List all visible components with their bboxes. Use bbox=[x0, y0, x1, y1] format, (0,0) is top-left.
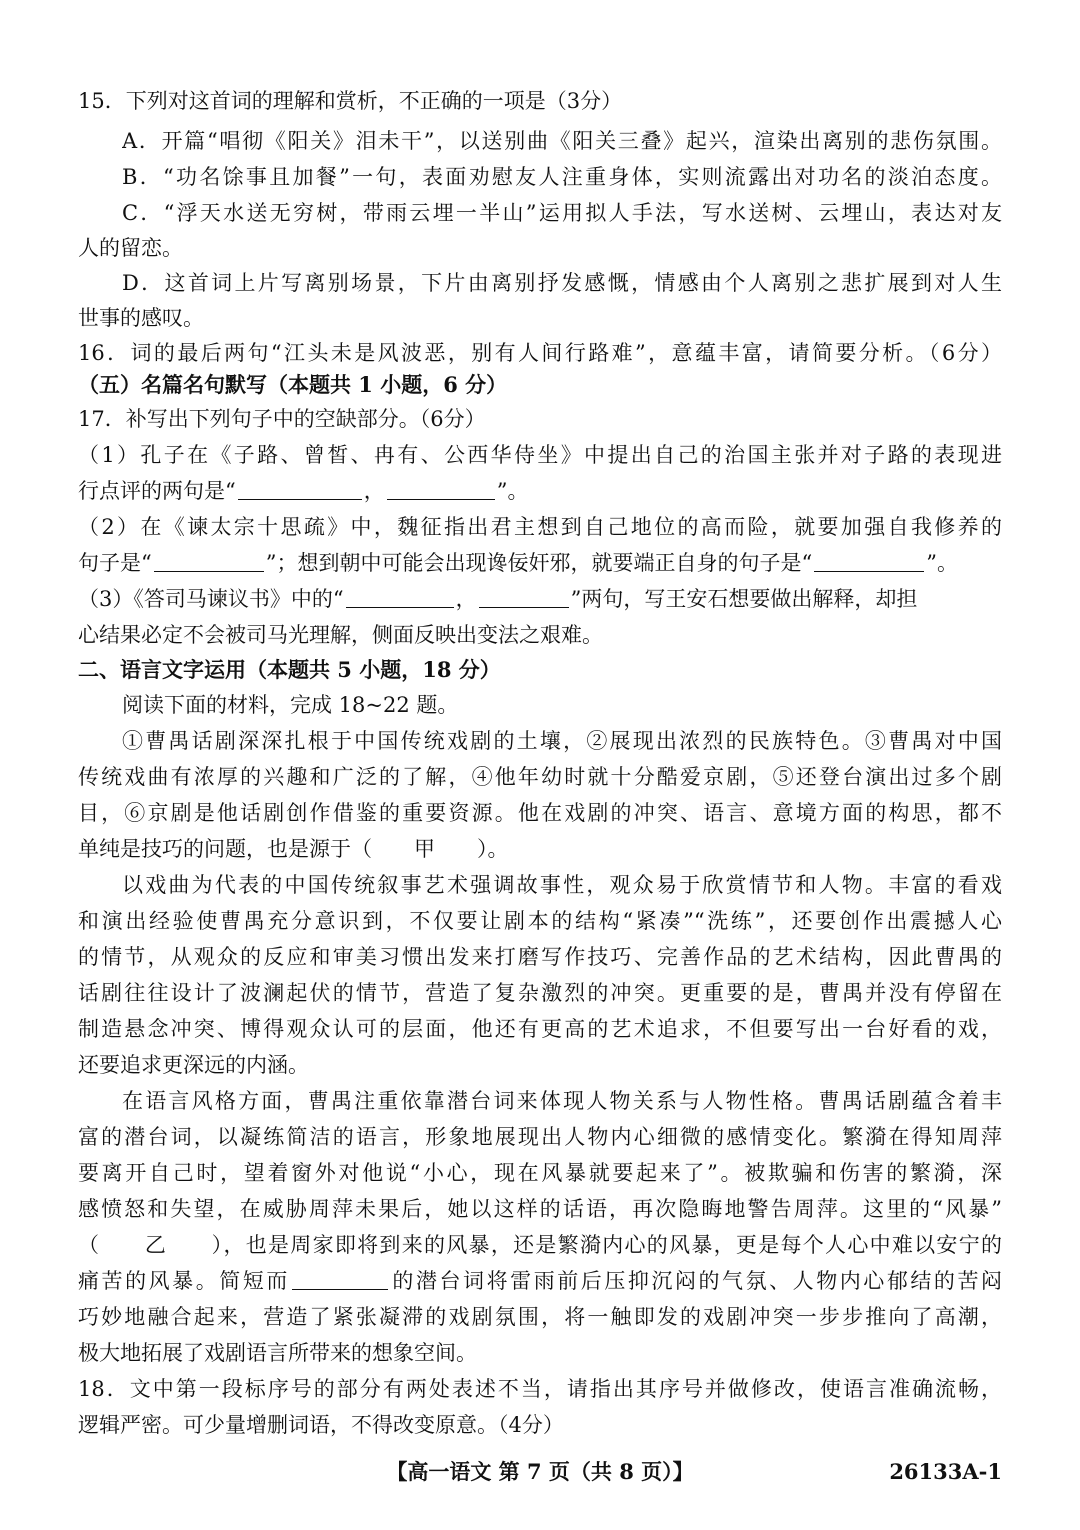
answer-blank[interactable] bbox=[479, 585, 569, 608]
q17-p1-text-b: ， bbox=[363, 479, 385, 503]
q15-option-a: A．开篇“唱彻《阳关》泪未干”，以送别曲《阳关三叠》起兴，渲染出离别的悲伤氛围。 bbox=[122, 129, 1002, 153]
q17-p3-text-a: （3）《答司马谏议书》中的“ bbox=[78, 587, 344, 611]
q17-p3-text-b: ， bbox=[455, 587, 477, 611]
part2-heading: 二、语言文字运用（本题共 5 小题，18 分） bbox=[78, 657, 501, 682]
section5-heading: （五）名篇名句默写（本题共 1 小题，6 分） bbox=[78, 372, 508, 397]
q15-option-b: B．“功名馀事且加餐”一句，表面劝慰友人注重身体，实则流露出对功名的淡泊态度。 bbox=[122, 165, 1002, 189]
passage-p1-line4: 单纯是技巧的问题，也是源于（ 甲 ）。 bbox=[78, 837, 509, 861]
passage-p3-line6 bbox=[78, 1262, 1002, 1300]
q16-stem: 16．词的最后两句“江头未是风波恶，别有人间行路难”，意蕴丰富，请简要分析。（6分） bbox=[78, 341, 1002, 365]
passage-p3-line2: 富的潜台词，以凝练简洁的语言，形象地展现出人物内心细微的感情变化。繁漪在得知周萍 bbox=[78, 1125, 1002, 1149]
q17-stem: 17．补写出下列句子中的空缺部分。（6分） bbox=[78, 407, 486, 431]
part2-intro: 阅读下面的材料，完成 18~22 题。 bbox=[122, 693, 459, 717]
q17-p1-text-a: 行点评的两句是“ bbox=[78, 479, 236, 503]
q15-option-d-line1: D．这首词上片写离别场景，下片由离别抒发感慨，情感由个人离别之悲扩展到对人生 bbox=[122, 271, 1002, 295]
q17-p1-text-c: ”。 bbox=[496, 479, 529, 503]
answer-blank[interactable] bbox=[346, 585, 454, 608]
q15-option-d-line2: 世事的感叹。 bbox=[78, 306, 204, 330]
answer-blank[interactable] bbox=[292, 1267, 388, 1290]
passage-p2-line6: 还要追求更深远的内涵。 bbox=[78, 1053, 309, 1077]
passage-p3-line1: 在语言风格方面，曹禺注重依靠潜台词来体现人物关系与人物性格。曹禺话剧蕴含着丰 bbox=[122, 1089, 1002, 1113]
passage-p1-line1: ①曹禺话剧深深扎根于中国传统戏剧的土壤，②展现出浓烈的民族特色。③曹禺对中国 bbox=[122, 729, 1002, 753]
q18-line1: 18．文中第一段标序号的部分有两处表述不当，请指出其序号并做修改，使语言准确流畅， bbox=[78, 1377, 1002, 1401]
q17-p2-text-b: ”；想到朝中可能会出现谗佞奸邪，就要端正自身的句子是“ bbox=[265, 551, 813, 575]
passage-p2-line2: 和演出经验使曹禺充分意识到，不仅要让剧本的结构“紧凑”“洗练”，还要创作出震撼人心 bbox=[78, 909, 1002, 933]
q17-p2-text-a: 句子是“ bbox=[78, 551, 152, 575]
passage-p1-line2: 传统戏曲有浓厚的兴趣和广泛的了解，④他年幼时就十分酷爱京剧，⑤还登台演出过多个剧 bbox=[78, 765, 1002, 789]
q17-p3-line1 bbox=[78, 580, 1002, 618]
q17-p2-line1: （2）在《谏太宗十思疏》中，魏征指出君主想到自己地位的高而险，就要加强自我修养的 bbox=[78, 515, 1002, 539]
passage-p2-line5: 制造悬念冲突、博得观众认可的层面，他还有更高的艺术追求，不但要写出一台好看的戏， bbox=[78, 1017, 1002, 1041]
footer-page-label: 【高一语文 第 7 页（共 8 页）】 bbox=[386, 1459, 694, 1484]
passage-p1-line3: 目，⑥京剧是他话剧创作借鉴的重要资源。他在戏剧的冲突、语言、意境方面的构思，都不 bbox=[78, 801, 1002, 825]
passage-p2-line1: 以戏曲为代表的中国传统叙事艺术强调故事性，观众易于欣赏情节和人物。丰富的看戏 bbox=[122, 873, 1002, 897]
q17-p3-text-c: ”两句，写王安石想要做出解释，却担 bbox=[570, 587, 918, 611]
passage-p3-text-b: 的潜台词将雷雨前后压抑沉闷的气氛、人物内心郁结的苦闷 bbox=[389, 1269, 1002, 1293]
q17-p1-line2 bbox=[78, 472, 1002, 510]
q15-option-c-line1: C．“浮天水送无穷树，带雨云埋一半山”运用拟人手法，写水送树、云埋山，表达对友 bbox=[122, 201, 1002, 225]
passage-p3-text-a: 痛苦的风暴。简短而 bbox=[78, 1269, 290, 1293]
q18-line2: 逻辑严密。可少量增删词语，不得改变原意。（4分） bbox=[78, 1413, 564, 1437]
answer-blank[interactable] bbox=[238, 477, 362, 500]
passage-p3-line7: 巧妙地融合起来，营造了紧张凝滞的戏剧氛围，将一触即发的戏剧冲突一步步推向了高潮， bbox=[78, 1305, 1002, 1329]
passage-p3-line3: 要离开自己时，望着窗外对他说“小心，现在风暴就要起来了”。被欺骗和伤害的繁漪，深 bbox=[78, 1161, 1002, 1185]
q17-p2-line2 bbox=[78, 544, 1002, 582]
passage-p3-line5: （ 乙 ），也是周家即将到来的风暴，还是繁漪内心的风暴，更是每个人心中难以安宁的 bbox=[78, 1233, 1002, 1257]
q15-option-c-line2: 人的留恋。 bbox=[78, 236, 183, 260]
passage-p3-line4: 感愤怒和失望，在威胁周萍未果后，她以这样的话语，再次隐晦地警告周萍。这里的“风暴” bbox=[78, 1197, 1002, 1221]
q17-p1-line1: （1）孔子在《子路、曾皙、冉有、公西华侍坐》中提出自己的治国主张并对子路的表现进 bbox=[78, 443, 1002, 467]
answer-blank[interactable] bbox=[154, 549, 264, 572]
passage-p2-line3: 的情节，从观众的反应和审美习惯出发来打磨写作技巧、完善作品的艺术结构，因此曹禺的 bbox=[78, 945, 1002, 969]
q17-p2-text-c: ”。 bbox=[926, 551, 958, 575]
passage-p2-line4: 话剧往往设计了波澜起伏的情节，营造了复杂激烈的冲突。更重要的是，曹禺并没有停留在 bbox=[78, 981, 1002, 1005]
footer-exam-code: 26133A-1 bbox=[889, 1459, 1002, 1484]
q15-stem: 15．下列对这首词的理解和赏析，不正确的一项是（3分） bbox=[78, 89, 623, 113]
answer-blank[interactable] bbox=[387, 477, 495, 500]
answer-blank[interactable] bbox=[814, 549, 924, 572]
q17-p3-line2: 心结果必定不会被司马光理解，侧面反映出变法之艰难。 bbox=[78, 623, 603, 647]
passage-p3-line8: 极大地拓展了戏剧语言所带来的想象空间。 bbox=[78, 1341, 477, 1365]
